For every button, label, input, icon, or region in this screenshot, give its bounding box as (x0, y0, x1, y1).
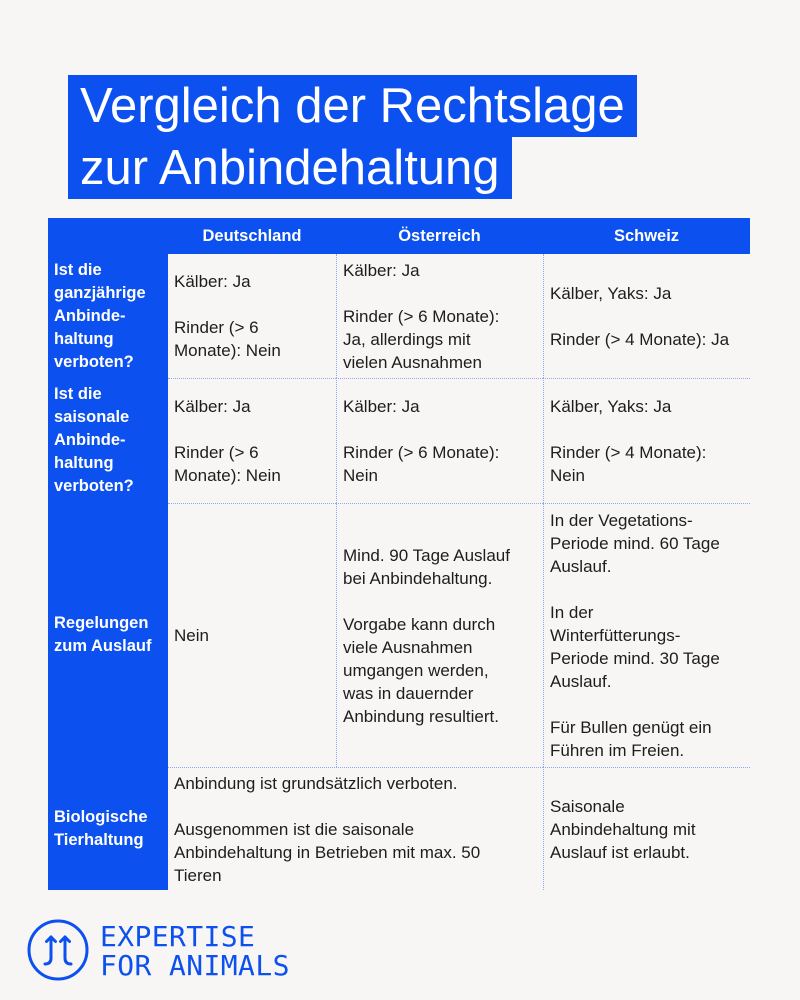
cell-text: Rinder (> 6 Monate): Nein (174, 443, 281, 485)
cell-text: In der Winterfütterungs- Periode mind. 30 Tage Auslauf. (550, 603, 720, 691)
row-label-saisonale-anbindehaltung (48, 378, 168, 503)
title-line-1: Vergleich der Rechtslage (68, 75, 637, 137)
logo-line-2: FOR ANIMALS (100, 949, 290, 982)
page-title (68, 75, 637, 199)
cell-text: Kälber: Ja (343, 397, 420, 416)
title-row-2 (68, 137, 637, 199)
cell-text: Nein (174, 626, 209, 645)
column-header-deutschland: Deutschland (168, 218, 336, 254)
cell-text: Saisonale Anbindehaltung mit Auslauf ist erlaubt. (550, 796, 696, 862)
column-header-schweiz: Schweiz (543, 218, 750, 254)
title-line-2: zur Anbindehaltung (68, 137, 512, 199)
cell-auslauf-oesterreich (336, 503, 543, 767)
cell-text: Rinder (> 6 Monate): Nein (343, 443, 500, 485)
title-row-1 (68, 75, 637, 137)
cell-text: Ausgenommen ist die saisonale Anbindehaltung in Betrieben mit max. 50 Tieren (174, 819, 481, 885)
comparison-table (48, 218, 750, 890)
cell-text: Mind. 90 Tage Auslauf bei Anbindehaltung. (343, 545, 510, 588)
cell-saisonal-schweiz (543, 378, 750, 503)
cell-text: Rinder (> 6 Monate): Nein (174, 318, 281, 360)
logo-wordmark (100, 922, 290, 980)
cell-auslauf-deutschland (168, 503, 336, 767)
cell-auslauf-schweiz (543, 503, 750, 767)
cell-ganzjaehrig-deutschland (168, 254, 336, 378)
cell-saisonal-deutschland (168, 378, 336, 503)
row-label-ganzjaehrige-anbindehaltung (48, 254, 168, 378)
cell-text: Rinder (> 6 Monate): Ja, allerdings mit vielen Ausnahmen (343, 306, 500, 372)
cell-text: Rinder (> 4 Monate): Nein (550, 443, 707, 485)
expertise-for-animals-emblem-icon (26, 918, 90, 982)
cell-text: Kälber, Yaks: Ja (550, 397, 672, 416)
header-corner (48, 218, 168, 254)
cell-text: Anbindung ist grundsätzlich verboten. (174, 773, 458, 793)
cell-text: Rinder (> 4 Monate): Ja (550, 329, 730, 349)
cell-text: Kälber: Ja (174, 272, 251, 291)
column-header-oesterreich: Österreich (336, 218, 543, 254)
logo-line-1: EXPERTISE (100, 920, 256, 953)
row-label-biologische-tierhaltung (48, 767, 168, 890)
cell-text: Kälber, Yaks: Ja (550, 283, 672, 303)
cell-text: Kälber: Ja (174, 397, 251, 416)
cell-text: Für Bullen genügt ein Führen im Freien. (550, 718, 712, 760)
cell-ganzjaehrig-schweiz (543, 254, 750, 378)
cell-bio-schweiz (543, 767, 750, 890)
row-label-auslauf (48, 503, 168, 767)
row-label-text: Ist die ganzjährige Anbinde- haltung verboten? (54, 260, 146, 371)
cell-text: Vorgabe kann durch viele Ausnahmen umgangen werden, was in dauernder Anbindung resultiert. (343, 614, 499, 726)
cell-text: In der Vegetations- Periode mind. 60 Tage Auslauf. (550, 511, 720, 576)
cell-ganzjaehrig-oesterreich (336, 254, 543, 378)
row-label-text: Regelungen zum Auslauf (54, 614, 152, 655)
row-label-text: Ist die saisonale Anbinde- haltung verboten? (54, 385, 134, 495)
cell-text: Kälber: Ja (343, 260, 420, 280)
cell-bio-deutschland-oesterreich (168, 767, 543, 890)
row-label-text: Biologische Tierhaltung (54, 807, 148, 849)
cell-saisonal-oesterreich (336, 378, 543, 503)
